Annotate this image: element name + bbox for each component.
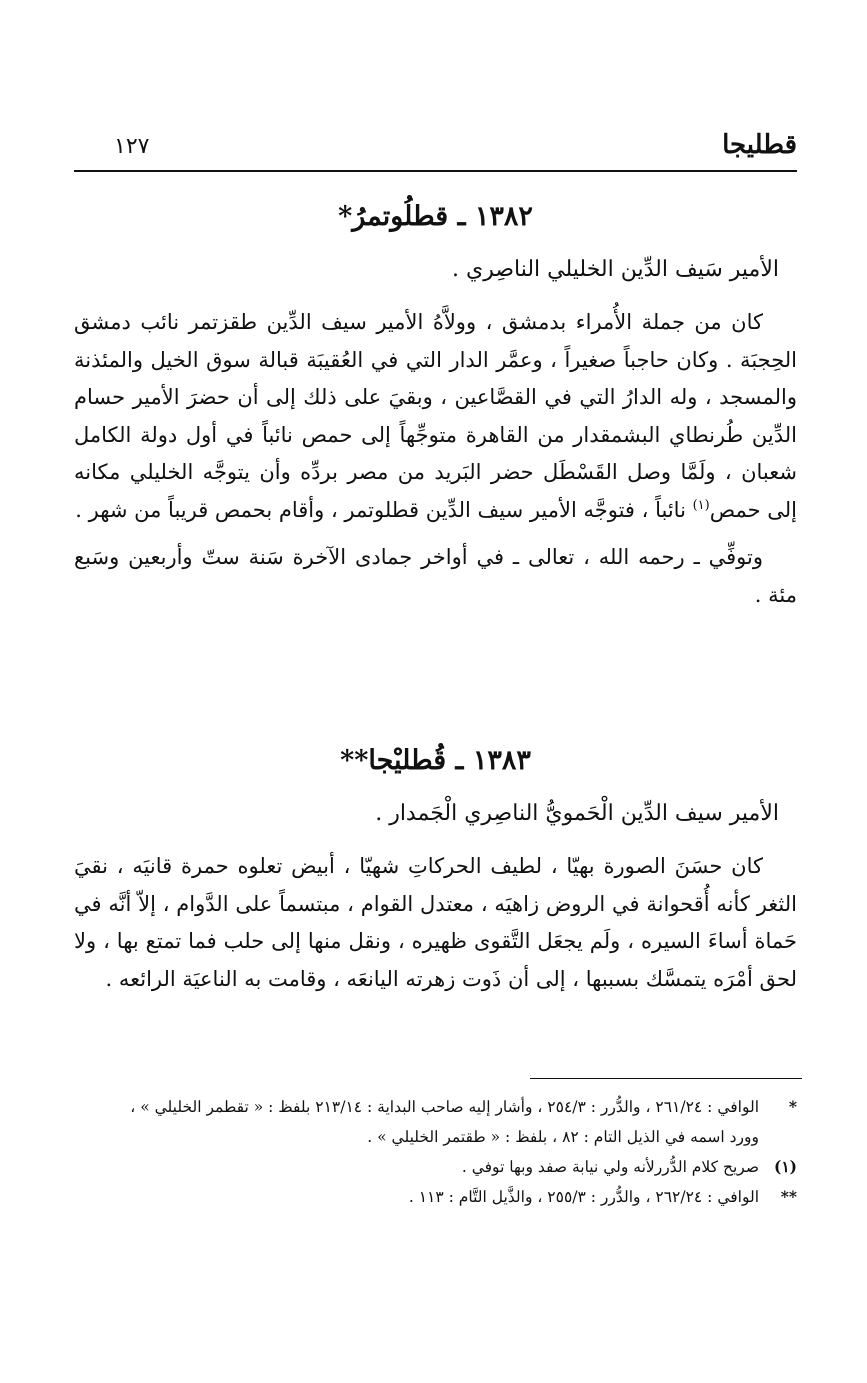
footnote: [74, 1092, 797, 1122]
entry-1382: [74, 194, 797, 614]
page-number: ١٢٧: [114, 134, 150, 159]
paragraph-text: كان من جملة الأُمراء بدمشق ، وولاَّهُ الأمير سيف الدِّين طقزتمر نائب دمشق الحِجبَة . وكان حاجباً صغيراً ، وعمَّر الدار التي في العُقيبَة قبالة سوق الخيل والمئذنة والمسجد ، وله الدارُ التي في القصَّاعين ، وبقيَ على ذلك إلى أن حضرَ الأمير حسام الدِّين طُرنطاي البشمقدار من القاهرة متوجِّهاً إلى حمص نائباً في أول دولة الكامل شعبان ، ولَمَّا وصل القَسْطَل حضر البَريد من مصر بردِّه وأن يتوجَّه الخليلي مكانه إلى حمص: [74, 310, 797, 522]
entry-paragraph: كان حسَنَ الصورة بهيّا ، لطيف الحركاتِ شهيّا ، أبيض تعلوه حمرة قانيَه ، نقيَ الثغر كأنه أُقحوانة في الروض زاهيَه ، معتدل القوام ، مبتسماً على الدَّوام ، إلاّ أنَّه في حَماة أساءَ السيره ، ولَم يجعَل التَّقوى ظهيره ، ونقل منها إلى حلب فما تمتع بها ، ولا لحق أمْرَه يتمسَّك بسببها ، إلى أن ذَوت زهرته اليانعَه ، وقامت به الناعيَة الرائعه .: [74, 854, 798, 991]
footnote-mark: *: [788, 1097, 797, 1116]
footnotes: [74, 1092, 797, 1212]
running-title: قطليجا: [722, 130, 797, 160]
entry-1383: [74, 738, 797, 998]
entry-title: ١٣٨٣ ـ قُطليْجا**: [340, 745, 531, 776]
paragraph-text: نائباً ، فتوجَّه الأمير سيف الدِّين قطلوتمر ، وأقام بحمص قريباً من شهر .: [75, 497, 693, 522]
footnote-mark: (١): [773, 1157, 797, 1176]
entry-subject: الأمير سَيف الدِّين الخليلي الناصِري .: [451, 257, 779, 282]
footnote-text: الوافي : ٢٦٢/٢٤ ، والدُّرر : ٢٥٥/٣ ، والذَّيل التَّام : ١١٣ .: [408, 1188, 759, 1206]
footnote-text: الوافي : ٢٦١/٢٤ ، والدُّرر : ٢٥٤/٣ ، وأشار إليه صاحب البداية : ٢١٣/١٤ بلفظ : « تقطمر الخليلي » ،: [130, 1098, 759, 1116]
footnote-reference[interactable]: (١): [692, 497, 710, 513]
header-rule: [74, 170, 797, 172]
page-header: [74, 118, 797, 170]
footnote-mark: **: [780, 1187, 797, 1206]
entry-paragraph: وتوفِّي ـ رحمه الله ، تعالى ـ في أواخر جمادى الآخرة سَنة ستّ وأربعين وسَبع مئة .: [74, 545, 797, 607]
footnote-continuation: وورد اسمه في الذيل التام : ٨٢ ، بلفظ : « طقتمر الخليلي » .: [367, 1128, 759, 1146]
footnote-text: صريح كلام الدُّررلأنه ولي نيابة صفد وبها توفي .: [461, 1158, 759, 1176]
entry-subject: الأمير سيف الدِّين الْحَمويُّ الناصِري الْجَمدار .: [375, 801, 779, 826]
entry-paragraph: [74, 304, 797, 529]
footnote: [74, 1152, 797, 1182]
entry-title: ١٣٨٢ ـ قطلُوتمرُ*: [338, 201, 533, 232]
footnote-rule: [530, 1078, 802, 1079]
footnote: [74, 1182, 797, 1212]
